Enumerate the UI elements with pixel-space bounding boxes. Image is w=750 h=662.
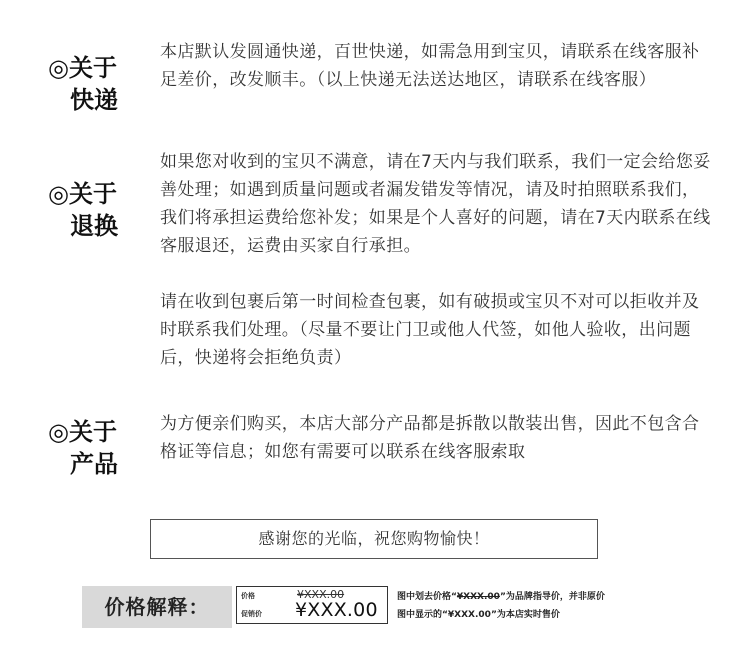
returns-label-line2: 退换 [70,212,118,240]
product-section-label [48,416,118,480]
price-explanation-line1 [397,588,717,606]
price-explanation-line1-suffix: ”为品牌指导价，并非原价 [499,592,605,602]
returns-section-label [48,178,118,242]
shipping-paragraph: 本店默认发圆通快递，百世快递，如需急用到宝贝，请联系在线客服补足差价，改发顺丰。（以上快递无法送达地区，请联系在线客服） [160,42,700,90]
returns-paragraph-1: 如果您对收到的宝贝不满意，请在7天内与我们联系，我们一定会给您妥善处理；如遇到质量问题或者漏发错发等情况，请及时拍照联系我们，我们将承担运费给您补发；如果是个人喜好的问题，请在7天内联系在线客服退还，运费由买家自行承担。 [160,152,711,256]
product-paragraph: 为方便亲们购买，本店大部分产品都是拆散以散装出售，因此不包含合格证等信息；如您有需要可以联系在线客服索取 [160,414,700,462]
promo-price-value: ¥XXX.00 [295,599,378,621]
orig-price-label: 价格 [241,592,255,600]
price-explanation-line1-prefix: 图中划去价格“ [397,592,457,602]
returns-paragraph-2: 请在收到包裹后第一时间检查包裹，如有破损或宝贝不对可以拒收并及时联系我们处理。（尽量不要让门卫或他人代签，如他人验收，出问题后，快递将会拒绝负责） [160,292,700,368]
price-explanation-text [397,588,717,624]
promo-price-label: 促销价 [241,610,262,618]
shipping-section-label [48,52,118,116]
price-explanation-line1-struck: ¥XXX.00 [456,592,500,602]
shipping-label-line2: 快递 [70,86,118,114]
price-explanation-line2: 图中显示的“¥XXX.00”为本店实时售价 [397,610,560,620]
orig-price-value: ¥XXX.00 [297,588,345,601]
shipping-label-line1: ◎关于 [48,54,117,82]
product-label-line1: ◎关于 [48,418,117,446]
returns-label-line1: ◎关于 [48,180,117,208]
product-label-line2: 产品 [70,450,118,478]
price-explain-title: 价格解释： [82,586,232,628]
thanks-box: 感谢您的光临，祝您购物愉快！ [150,519,598,559]
price-example-box [236,586,388,624]
